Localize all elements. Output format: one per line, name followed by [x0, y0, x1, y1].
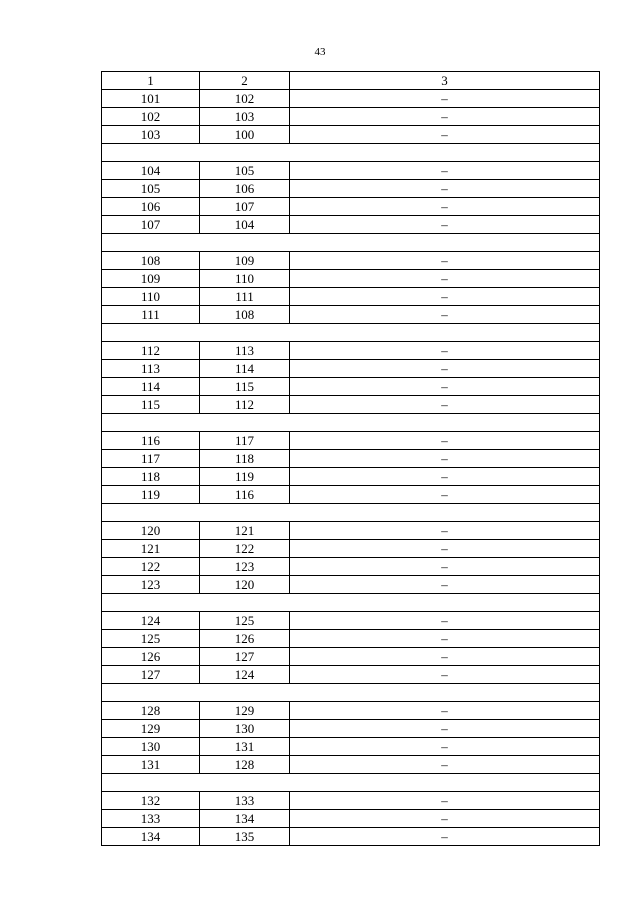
table-cell-col-1: 130 [102, 738, 200, 756]
table-cell-col-3: – [290, 666, 600, 684]
separator-cell [102, 324, 600, 342]
group-separator-row [102, 504, 600, 522]
separator-cell [102, 594, 600, 612]
header-row [102, 72, 600, 90]
table-row [102, 720, 600, 738]
separator-cell [102, 414, 600, 432]
page-number: 43 [314, 46, 326, 58]
separator-cell [102, 504, 600, 522]
table-row [102, 180, 600, 198]
table-row [102, 828, 600, 846]
table-cell-col-1: 131 [102, 756, 200, 774]
table-row [102, 486, 600, 504]
table-row [102, 666, 600, 684]
table-row [102, 612, 600, 630]
table-cell-col-2: 123 [200, 558, 290, 576]
table-row [102, 198, 600, 216]
table-cell-col-2: 131 [200, 738, 290, 756]
table-cell-col-1: 115 [102, 396, 200, 414]
table-cell-col-2: 128 [200, 756, 290, 774]
table-cell-col-1: 116 [102, 432, 200, 450]
separator-cell [102, 684, 600, 702]
table-cell-col-2: 109 [200, 252, 290, 270]
table-cell-col-3: – [290, 558, 600, 576]
table-row [102, 252, 600, 270]
group-separator-row [102, 684, 600, 702]
table-cell-col-2: 119 [200, 468, 290, 486]
table-row [102, 630, 600, 648]
table-row [102, 360, 600, 378]
table-cell-col-2: 114 [200, 360, 290, 378]
header-cell-2: 2 [200, 72, 290, 90]
header-cell-1: 1 [102, 72, 200, 90]
table-cell-col-3: – [290, 306, 600, 324]
table-cell-col-1: 102 [102, 108, 200, 126]
table-cell-col-3: – [290, 108, 600, 126]
table-cell-col-2: 122 [200, 540, 290, 558]
table-cell-col-3: – [290, 468, 600, 486]
table-cell-col-2: 105 [200, 162, 290, 180]
table-row [102, 576, 600, 594]
table-cell-col-1: 133 [102, 810, 200, 828]
table-cell-col-3: – [290, 522, 600, 540]
table-cell-col-2: 125 [200, 612, 290, 630]
table-cell-col-3: – [290, 828, 600, 846]
table-cell-col-3: – [290, 378, 600, 396]
table-row [102, 540, 600, 558]
group-separator-row [102, 774, 600, 792]
table-cell-col-1: 120 [102, 522, 200, 540]
table-cell-col-1: 126 [102, 648, 200, 666]
table-cell-col-1: 119 [102, 486, 200, 504]
table-cell-col-1: 112 [102, 342, 200, 360]
table-row [102, 126, 600, 144]
table-row [102, 522, 600, 540]
table-cell-col-3: – [290, 756, 600, 774]
table-cell-col-1: 117 [102, 450, 200, 468]
table-cell-col-1: 111 [102, 306, 200, 324]
table-cell-col-2: 110 [200, 270, 290, 288]
table-cell-col-2: 135 [200, 828, 290, 846]
table-cell-col-3: – [290, 450, 600, 468]
separator-cell [102, 774, 600, 792]
table-row [102, 738, 600, 756]
group-separator-row [102, 414, 600, 432]
table-cell-col-2: 117 [200, 432, 290, 450]
table-cell-col-1: 107 [102, 216, 200, 234]
table-row [102, 306, 600, 324]
table-cell-col-2: 134 [200, 810, 290, 828]
table-cell-col-3: – [290, 612, 600, 630]
table-cell-col-2: 102 [200, 90, 290, 108]
table-row [102, 342, 600, 360]
table-cell-col-1: 109 [102, 270, 200, 288]
table-cell-col-3: – [290, 162, 600, 180]
table-cell-col-3: – [290, 198, 600, 216]
separator-cell [102, 144, 600, 162]
table-cell-col-3: – [290, 270, 600, 288]
table-cell-col-3: – [290, 342, 600, 360]
table-cell-col-3: – [290, 252, 600, 270]
group-separator-row [102, 234, 600, 252]
table-cell-col-1: 108 [102, 252, 200, 270]
table-cell-col-1: 105 [102, 180, 200, 198]
table-cell-col-1: 122 [102, 558, 200, 576]
table-cell-col-3: – [290, 90, 600, 108]
table-row [102, 468, 600, 486]
table-cell-col-2: 126 [200, 630, 290, 648]
table-cell-col-3: – [290, 540, 600, 558]
table-body [102, 72, 600, 846]
table-row [102, 756, 600, 774]
table-cell-col-1: 110 [102, 288, 200, 306]
table-row [102, 288, 600, 306]
table-row [102, 450, 600, 468]
table-cell-col-2: 130 [200, 720, 290, 738]
table-cell-col-2: 124 [200, 666, 290, 684]
table-cell-col-1: 129 [102, 720, 200, 738]
group-separator-row [102, 144, 600, 162]
table-cell-col-1: 124 [102, 612, 200, 630]
table-row [102, 396, 600, 414]
table-cell-col-2: 104 [200, 216, 290, 234]
header-cell-3: 3 [290, 72, 600, 90]
table-cell-col-2: 118 [200, 450, 290, 468]
table-row [102, 378, 600, 396]
table-row [102, 648, 600, 666]
table-cell-col-1: 128 [102, 702, 200, 720]
table-row [102, 162, 600, 180]
table-cell-col-1: 125 [102, 630, 200, 648]
table-cell-col-3: – [290, 360, 600, 378]
table-cell-col-1: 118 [102, 468, 200, 486]
table-cell-col-3: – [290, 576, 600, 594]
table-cell-col-2: 100 [200, 126, 290, 144]
table-cell-col-3: – [290, 486, 600, 504]
table-cell-col-2: 111 [200, 288, 290, 306]
table-cell-col-2: 106 [200, 180, 290, 198]
group-separator-row [102, 594, 600, 612]
data-table [101, 71, 600, 846]
separator-cell [102, 234, 600, 252]
table-cell-col-1: 132 [102, 792, 200, 810]
table-row [102, 558, 600, 576]
table-row [102, 270, 600, 288]
table-cell-col-1: 123 [102, 576, 200, 594]
table-cell-col-1: 114 [102, 378, 200, 396]
table-cell-col-3: – [290, 126, 600, 144]
table-cell-col-3: – [290, 648, 600, 666]
table-cell-col-2: 129 [200, 702, 290, 720]
table-cell-col-3: – [290, 432, 600, 450]
table-cell-col-3: – [290, 288, 600, 306]
table-cell-col-2: 107 [200, 198, 290, 216]
table-cell-col-1: 127 [102, 666, 200, 684]
table-row [102, 810, 600, 828]
table-cell-col-3: – [290, 792, 600, 810]
table-row [102, 90, 600, 108]
table-cell-col-2: 112 [200, 396, 290, 414]
table-cell-col-2: 116 [200, 486, 290, 504]
table-row [102, 792, 600, 810]
table-cell-col-1: 106 [102, 198, 200, 216]
table-cell-col-3: – [290, 180, 600, 198]
table-cell-col-1: 113 [102, 360, 200, 378]
table-cell-col-2: 108 [200, 306, 290, 324]
table-cell-col-2: 103 [200, 108, 290, 126]
table-cell-col-3: – [290, 216, 600, 234]
table-cell-col-3: – [290, 720, 600, 738]
table-cell-col-2: 115 [200, 378, 290, 396]
table-cell-col-3: – [290, 738, 600, 756]
table-row [102, 216, 600, 234]
table-cell-col-1: 121 [102, 540, 200, 558]
table-cell-col-1: 134 [102, 828, 200, 846]
table-cell-col-1: 103 [102, 126, 200, 144]
table-cell-col-3: – [290, 810, 600, 828]
table-cell-col-2: 121 [200, 522, 290, 540]
table-cell-col-2: 127 [200, 648, 290, 666]
table-cell-col-2: 113 [200, 342, 290, 360]
table-cell-col-2: 120 [200, 576, 290, 594]
table-row [102, 432, 600, 450]
table-cell-col-3: – [290, 702, 600, 720]
table-cell-col-3: – [290, 630, 600, 648]
table-cell-col-1: 101 [102, 90, 200, 108]
table-cell-col-2: 133 [200, 792, 290, 810]
table-row [102, 108, 600, 126]
table-cell-col-3: – [290, 396, 600, 414]
table-cell-col-1: 104 [102, 162, 200, 180]
table-row [102, 702, 600, 720]
group-separator-row [102, 324, 600, 342]
